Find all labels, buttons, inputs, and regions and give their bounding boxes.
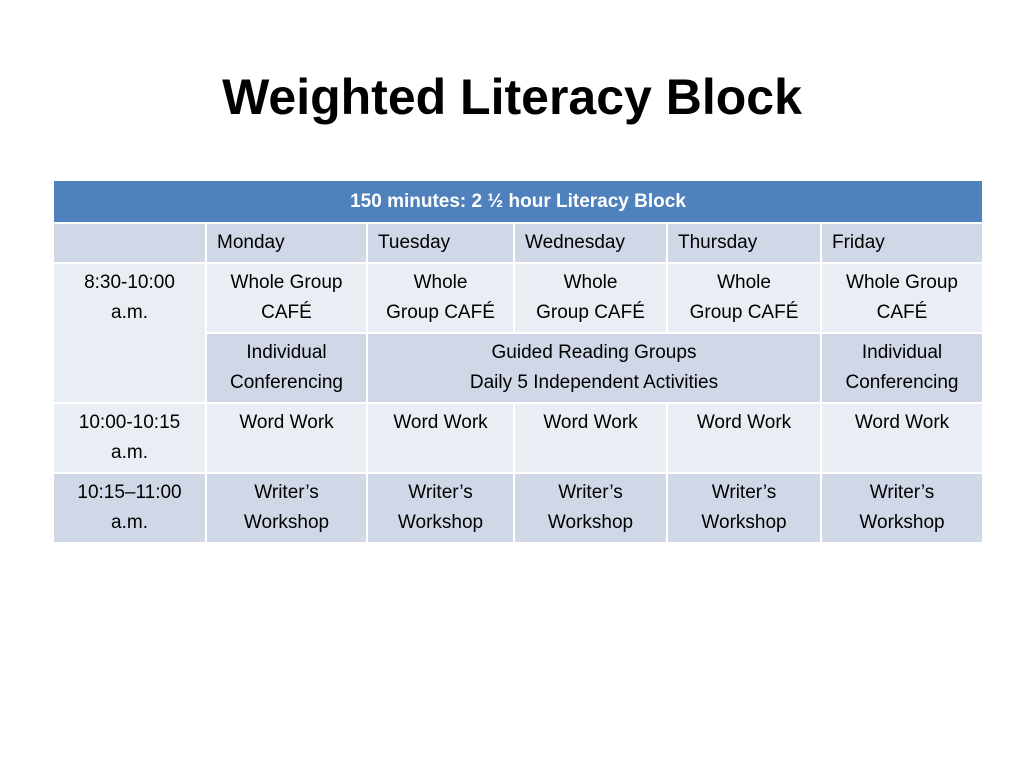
day-thursday: Thursday	[667, 223, 821, 263]
activity-label: Word Work	[543, 412, 638, 433]
schedule-cell	[367, 473, 514, 543]
schedule-cell	[821, 403, 983, 473]
activity-label: Writer’s Workshop	[243, 482, 330, 533]
activity-label: Whole Group CAFÉ	[386, 272, 495, 323]
activity-label: Individual Conferencing	[845, 342, 959, 393]
schedule-cell	[367, 263, 514, 333]
schedule-cell	[367, 403, 514, 473]
activity-label: Whole Group CAFÉ	[230, 272, 343, 323]
literacy-block-table	[52, 179, 984, 544]
activity-label: Writer’s Workshop	[859, 482, 945, 533]
activity-label: Word Work	[393, 412, 488, 433]
schedule-cell	[206, 473, 367, 543]
schedule-cell	[514, 403, 667, 473]
activity-label: Writer’s Workshop	[547, 482, 634, 533]
schedule-cell	[206, 403, 367, 473]
time-label: 8:30-10:00 a.m.	[84, 272, 175, 323]
activity-label: Individual Conferencing	[229, 342, 344, 393]
day-wednesday: Wednesday	[514, 223, 667, 263]
activity-label: Guided Reading Groups Daily 5 Independent Activities	[469, 342, 719, 393]
schedule-cell	[206, 263, 367, 333]
schedule-cell	[821, 263, 983, 333]
schedule-cell	[206, 333, 367, 403]
table-row	[53, 263, 983, 333]
day-monday: Monday	[206, 223, 367, 263]
day-header-row	[53, 223, 983, 263]
time-cell	[53, 473, 206, 543]
table-header: 150 minutes: 2 ½ hour Literacy Block	[53, 180, 983, 223]
schedule-cell	[667, 263, 821, 333]
schedule-cell	[821, 473, 983, 543]
activity-label: Whole Group CAFÉ	[536, 272, 645, 323]
schedule-cell	[514, 473, 667, 543]
table-header-row	[53, 180, 983, 223]
schedule-cell	[667, 473, 821, 543]
schedule-cell	[514, 263, 667, 333]
slide-title: Weighted Literacy Block	[222, 69, 802, 125]
activity-label: Whole Group CAFÉ	[689, 272, 799, 323]
activity-label: Writer’s Workshop	[701, 482, 787, 533]
activity-label: Word Work	[854, 412, 950, 433]
time-label: 10:00-10:15 a.m.	[78, 412, 181, 463]
time-label: 10:15–11:00 a.m.	[77, 482, 182, 533]
time-cell	[53, 403, 206, 473]
schedule-cell	[667, 403, 821, 473]
schedule-cell	[821, 333, 983, 403]
time-cell	[53, 263, 206, 403]
table-row	[53, 403, 983, 473]
corner-cell	[53, 223, 206, 263]
activity-label: Word Work	[696, 412, 792, 433]
activity-label: Word Work	[239, 412, 334, 433]
table-row	[53, 473, 983, 543]
activity-label: Whole Group CAFÉ	[846, 272, 958, 323]
activity-label: Writer’s Workshop	[397, 482, 484, 533]
day-tuesday: Tuesday	[367, 223, 514, 263]
schedule-cell-merged	[367, 333, 821, 403]
day-friday: Friday	[821, 223, 983, 263]
